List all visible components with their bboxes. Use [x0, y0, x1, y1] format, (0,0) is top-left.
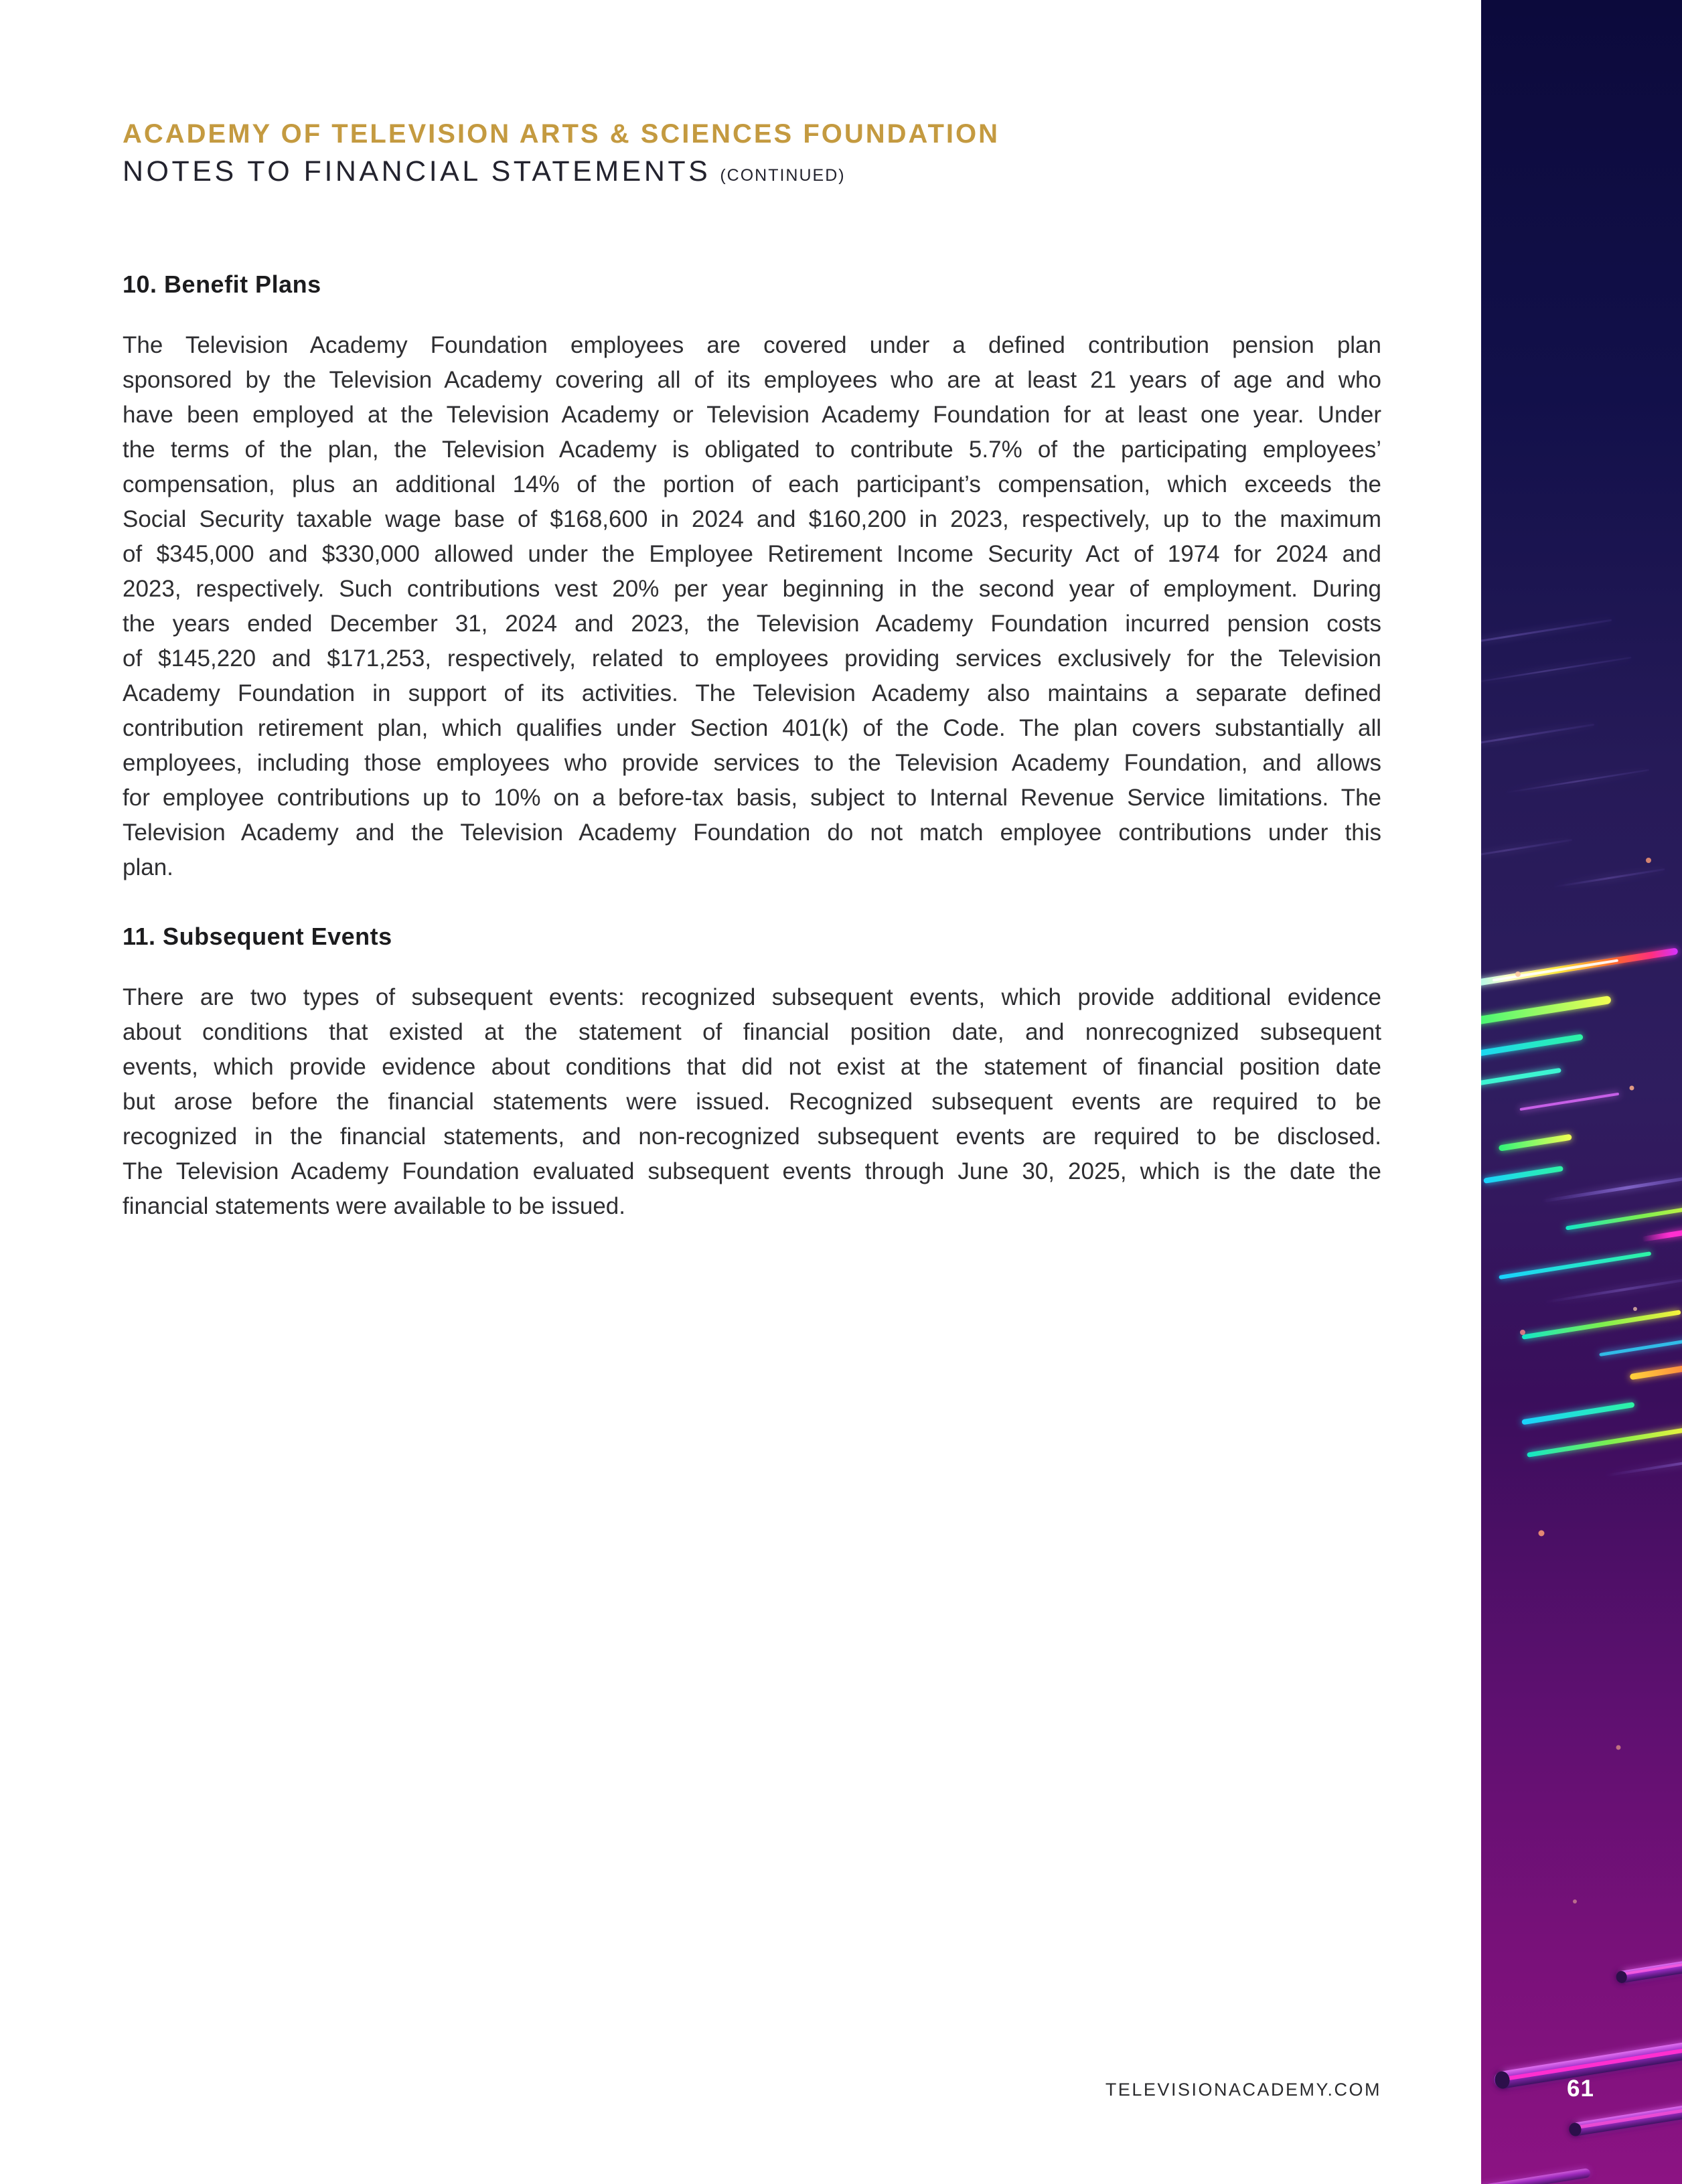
paragraph-line: contribution retirement plan, which qualifies under Section 401(k) of the Code. The plan covers substantially all [123, 715, 1381, 741]
page-header [123, 119, 1381, 188]
notes-content [123, 270, 1381, 1224]
paragraph-line: There are two types of subsequent events: recognized subsequent events, which provide additional evidence [123, 984, 1381, 1010]
paragraph-line: the terms of the plan, the Television Academy is obligated to contribute 5.7% of the participating employees’ [123, 437, 1381, 463]
section-heading-benefit-plans: 10. Benefit Plans [123, 270, 321, 298]
doc-title [123, 155, 1381, 188]
doc-title-text: NOTES TO FINANCIAL STATEMENTS [123, 155, 711, 187]
paragraph-line: Television Academy and the Television Academy Foundation do not match employee contributions under this [123, 820, 1381, 846]
paragraph-line: for employee contributions up to 10% on a before-tax basis, subject to Internal Revenue Service limitations. The [123, 785, 1381, 811]
page-number: 61 [1567, 2076, 1594, 2102]
section-paragraph-benefit-plans [123, 328, 1381, 885]
paragraph-line: The Television Academy Foundation employees are covered under a defined contribution pension plan [123, 332, 1381, 358]
paragraph-line: plan. [123, 854, 173, 880]
paragraph-line: financial statements were available to be issued. [123, 1193, 625, 1219]
paragraph-line: compensation, plus an additional 14% of the portion of each participant’s compensation, which exceeds the [123, 471, 1381, 497]
paragraph-line: employees, including those employees who provide services to the Television Academy Foundation, and allows [123, 750, 1381, 776]
section-benefit-plans [123, 270, 1381, 885]
paragraph-line: events, which provide evidence about conditions that did not exist at the statement of financial position date [123, 1054, 1381, 1080]
paragraph-line: but arose before the financial statements were issued. Recognized subsequent events are required to be [123, 1089, 1381, 1115]
paragraph-line: recognized in the financial statements, and non-recognized subsequent events are required to be disclosed. [123, 1123, 1381, 1150]
paragraph-line: 2023, respectively. Such contributions vest 20% per year beginning in the second year of employment. During [123, 576, 1381, 602]
paragraph-line: of $145,220 and $171,253, respectively, related to employees providing services exclusively for the Television [123, 645, 1381, 672]
section-subsequent-events [123, 923, 1381, 1224]
section-heading-subsequent-events: 11. Subsequent Events [123, 923, 392, 950]
doc-title-continued: (CONTINUED) [720, 166, 846, 185]
paragraph-line: of $345,000 and $330,000 allowed under the Employee Retirement Income Security Act of 1974 for 2024 and [123, 541, 1381, 567]
org-title: ACADEMY OF TELEVISION ARTS & SCIENCES FOUNDATION [123, 119, 1000, 149]
paragraph-line: Social Security taxable wage base of $168,600 in 2024 and $160,200 in 2023, respectively, up to the maximum [123, 506, 1381, 532]
paragraph-line: The Television Academy Foundation evaluated subsequent events through June 30, 2025, which is the date the [123, 1158, 1381, 1184]
paragraph-line: the years ended December 31, 2024 and 2023, the Television Academy Foundation incurred pension costs [123, 611, 1381, 637]
paragraph-line: have been employed at the Television Academy or Television Academy Foundation for at least one year. Under [123, 402, 1381, 428]
paragraph-line: about conditions that existed at the statement of financial position date, and nonrecognized subsequent [123, 1019, 1381, 1045]
neon-streaks-image [1481, 0, 1682, 2184]
sidebar-artwork [1481, 0, 1682, 2184]
paragraph-line: Academy Foundation in support of its activities. The Television Academy also maintains a separate defined [123, 680, 1381, 706]
section-paragraph-subsequent-events [123, 980, 1381, 1224]
footer-website-url: TELEVISIONACADEMY.COM [1105, 2080, 1381, 2100]
paragraph-line: sponsored by the Television Academy covering all of its employees who are at least 21 years of age and who [123, 367, 1381, 393]
